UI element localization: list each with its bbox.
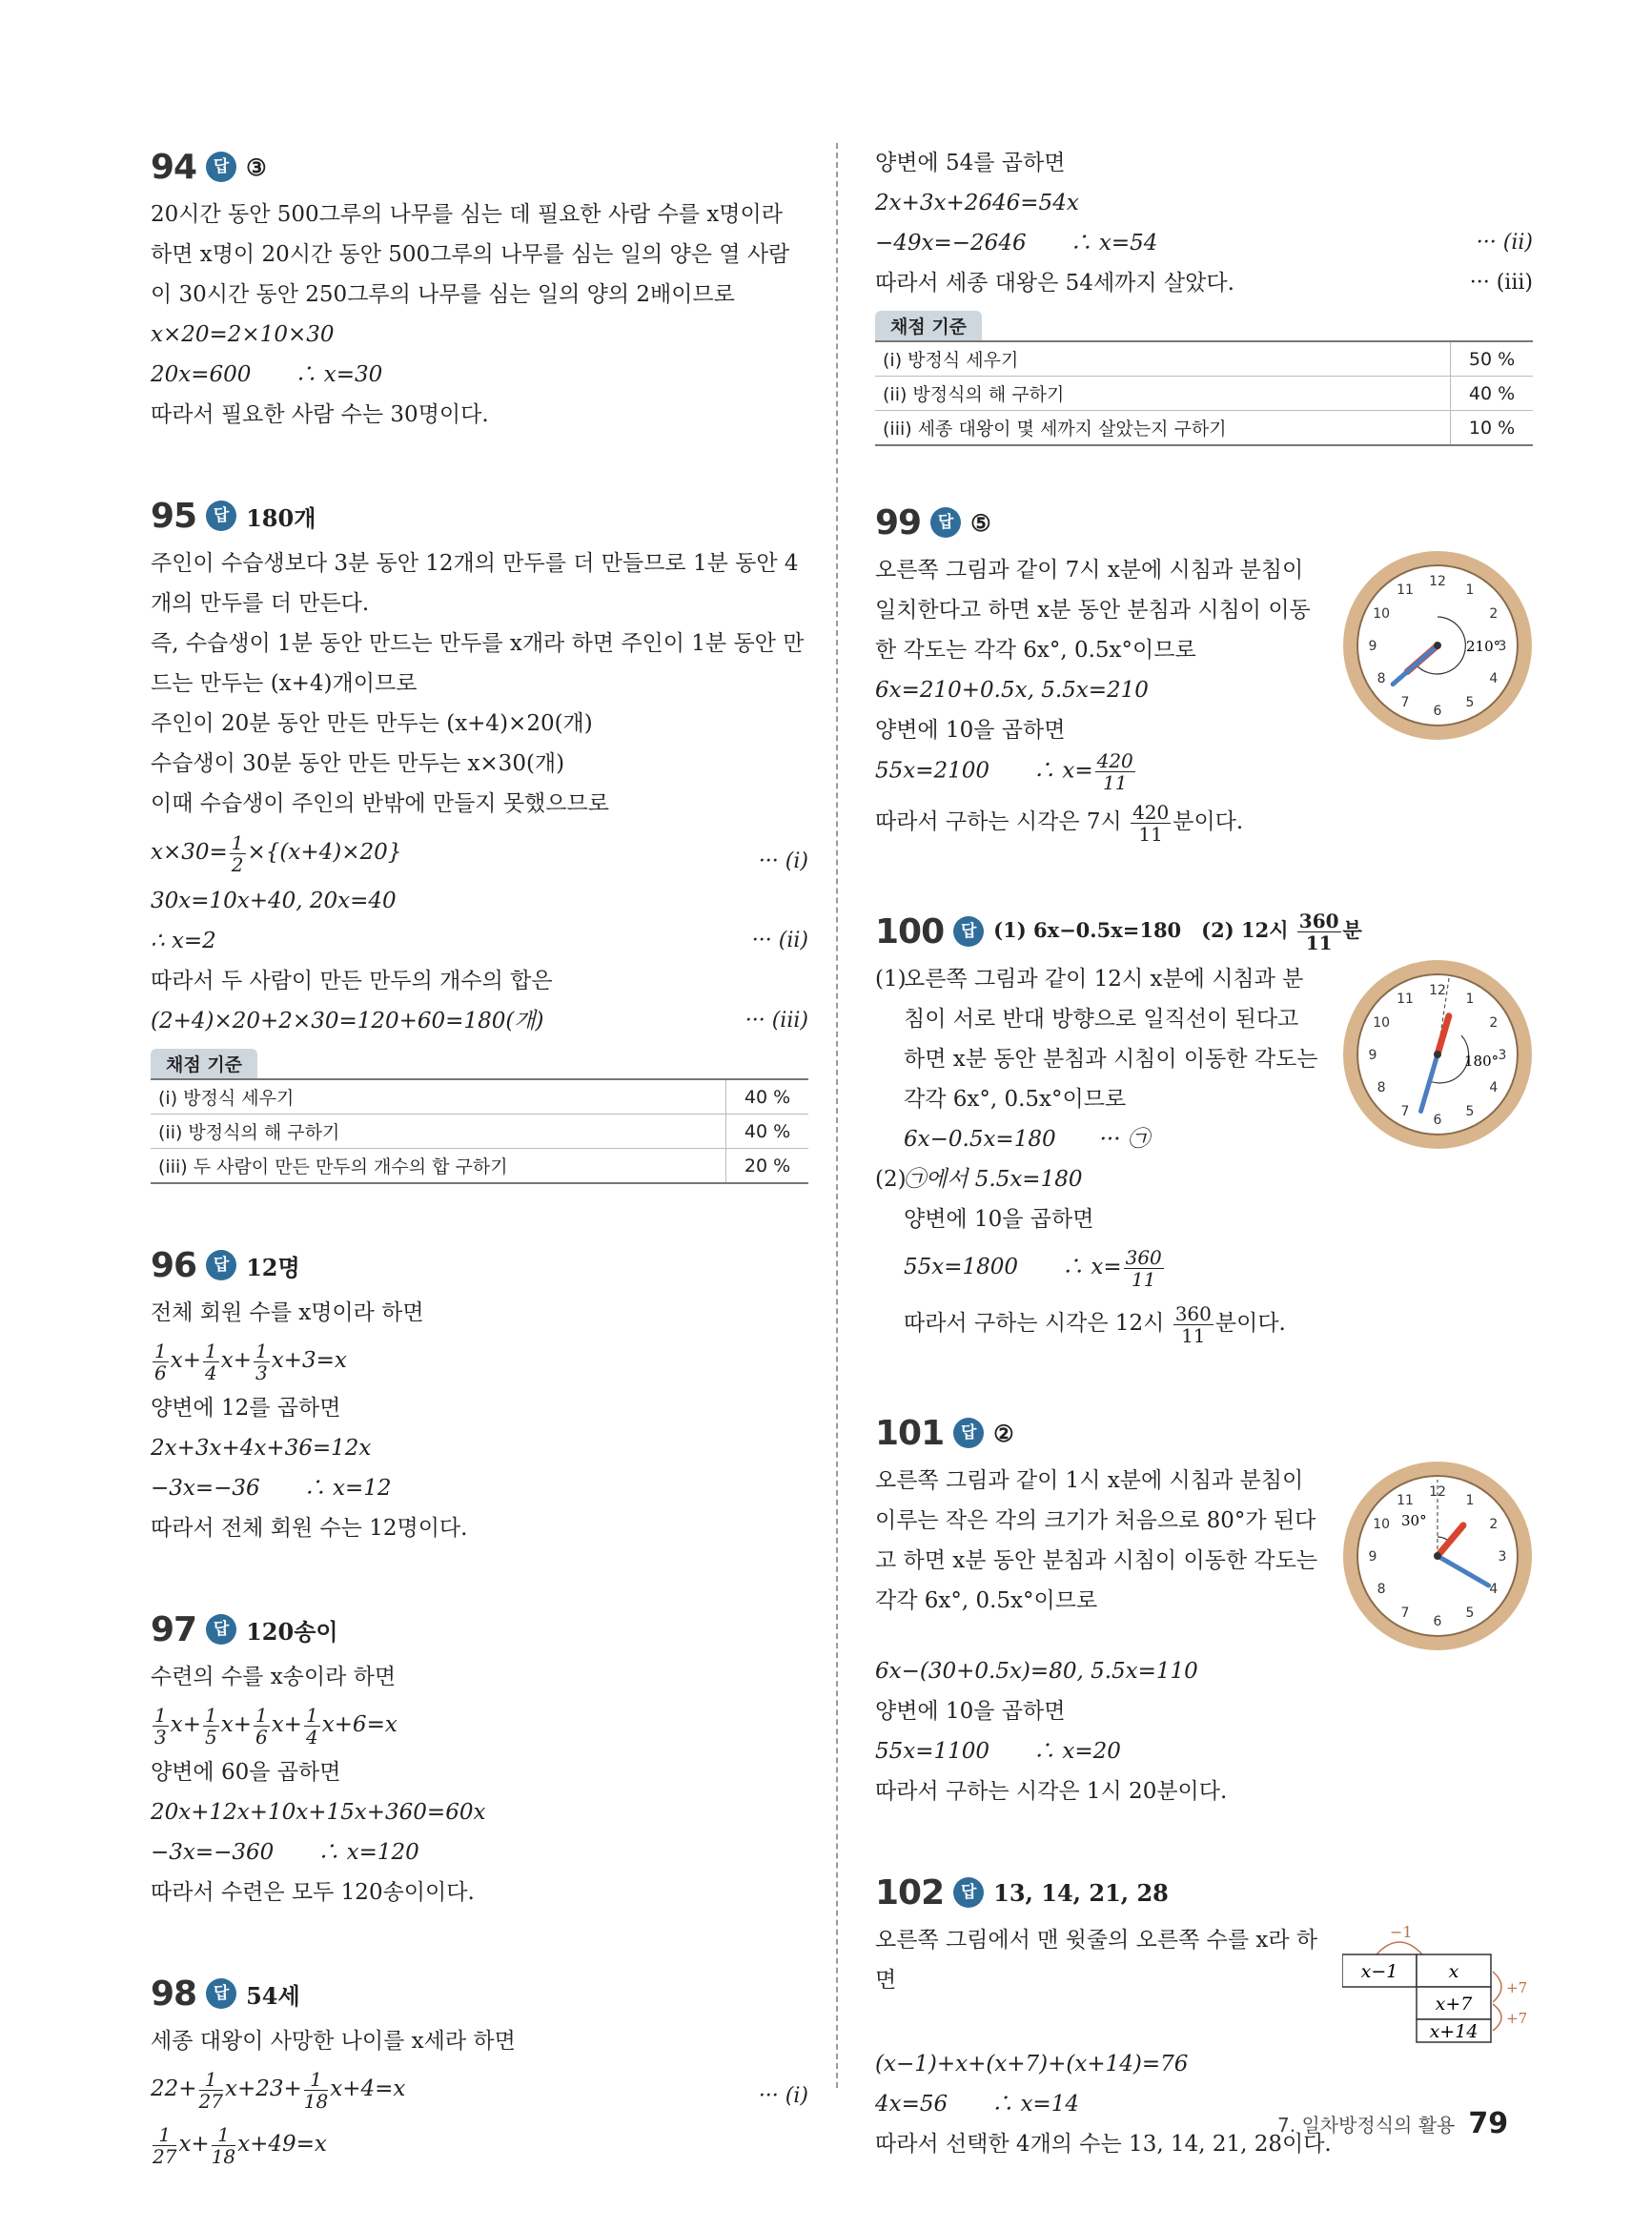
- solution-text: 오른쪽 그림과 같이 12시 x분에 시침과 분침이 서로 반대 방향으로 일직선이 된다고 하면 x분 동안 분침과 시침이 이동한 각도는 각각 6x°, 0.5x°이므로: [904, 967, 1318, 1112]
- clock-numeral: 2: [1489, 1517, 1499, 1532]
- clock-numeral: 2: [1489, 1015, 1499, 1031]
- solution-text: 양변에 60을 곱하면: [151, 1760, 341, 1785]
- sub-marker: (1): [875, 967, 907, 992]
- clock-numeral: 6: [1433, 1113, 1442, 1128]
- cell-value: x+7: [1435, 1994, 1473, 2015]
- problem-number: 102: [875, 1872, 945, 1913]
- arrow-label: +7: [1506, 2010, 1528, 2027]
- chapter-title: 7. 일차방정식의 활용: [1277, 2114, 1456, 2137]
- answer: 12명: [246, 1253, 300, 1281]
- clock-numeral: 3: [1498, 639, 1507, 654]
- clock-numeral: 11: [1397, 583, 1414, 599]
- cell-value: x−1: [1360, 1961, 1398, 1982]
- problem-98: [151, 1970, 808, 2172]
- clock-numeral: 4: [1489, 1582, 1499, 1597]
- grading-label: 채점 기준: [875, 311, 982, 340]
- equation: −3x=−360 ∴ x=120: [151, 1840, 419, 1865]
- clock-numeral: 7: [1400, 1605, 1410, 1621]
- clock-numeral: 4: [1489, 1080, 1499, 1095]
- arrow: [1493, 2004, 1501, 2031]
- answer-badge: 답: [206, 1978, 236, 2009]
- conclusion: 따라서 선택한 4개의 수는 13, 14, 21, 28이다.: [875, 2132, 1332, 2157]
- conclusion: 따라서 전체 회원 수는 12명이다.: [151, 1516, 468, 1541]
- clock-numeral: 9: [1368, 639, 1377, 654]
- solution-text: 양변에 10을 곱하면: [875, 1699, 1066, 1724]
- cell-value: x+14: [1429, 2021, 1479, 2042]
- solution-text: 주인이 수습생보다 3분 동안 12개의 만두를 더 만들므로 1분 동안 4개의 만두를 더 만든다.: [151, 551, 799, 616]
- page-footer: [1277, 2107, 1508, 2140]
- clock-numeral: 8: [1377, 1582, 1386, 1597]
- right-column: [875, 143, 1533, 2221]
- clock-numeral: 7: [1400, 1103, 1410, 1119]
- table-row: (i) 방정식 세우기 40 %: [151, 1079, 808, 1115]
- step-tag: ··· (i): [758, 849, 808, 873]
- clock-numeral: 1: [1465, 583, 1475, 599]
- clock-center: [1434, 1051, 1441, 1058]
- equation: (2+4)×20+2×30=120+60=180(개) ··· (iii): [151, 1001, 808, 1041]
- answer-badge: 답: [953, 1418, 984, 1448]
- equation: $\frac{1}{27}$ x+ $\frac{1}{18}$ x+49=x: [153, 2122, 327, 2168]
- solution-text: 오른쪽 그림과 같이 7시 x분에 시침과 분침이 일치한다고 하면 x분 동안 분침과 시침이 이동한 각도는 각각 6x°, 0.5x°이므로: [875, 558, 1311, 663]
- clock-numeral: 10: [1373, 606, 1391, 622]
- problem-97: [151, 1606, 808, 1913]
- equation: 22+ $\frac{1}{27}$ x+23+ $\frac{1}{18}$ x+4=x ··· (i): [151, 2061, 808, 2117]
- answer: (1) 6x−0.5x=180 (2) 12시 $\frac{360}{11}$ 분: [993, 909, 1362, 954]
- sub-marker: (2): [875, 1167, 907, 1192]
- clock-numeral: 4: [1489, 671, 1499, 686]
- grading-criteria: [151, 1049, 808, 1184]
- conclusion: 따라서 구하는 시각은 7시 $\frac{420}{11}$ 분이다.: [875, 800, 1244, 846]
- left-column: [151, 143, 808, 2229]
- equation: −3x=−36 ∴ x=12: [151, 1476, 392, 1501]
- clock-numeral: 7: [1400, 694, 1410, 710]
- clock-numeral: 9: [1368, 1549, 1377, 1565]
- clock-numeral: 12: [1429, 574, 1446, 589]
- table-row: (iii) 두 사람이 만든 만두의 개수의 합 구하기 20 %: [151, 1149, 808, 1184]
- clock-figure-12: [1342, 959, 1533, 1150]
- answer: ②: [993, 1419, 1014, 1447]
- solution-text: 오른쪽 그림에서 맨 윗줄의 오른쪽 수를 x라 하면: [875, 1928, 1318, 1993]
- table-row: (iii) 세종 대왕이 몇 세까지 살았는지 구하기 10 %: [875, 411, 1533, 446]
- clock-numeral: 10: [1373, 1517, 1391, 1532]
- equation: 55x=1100 ∴ x=20: [875, 1739, 1121, 1764]
- answer: 54세: [246, 1981, 300, 2010]
- equation: 4x=56 ∴ x=14: [875, 2092, 1079, 2117]
- solution-text: 양변에 12를 곱하면: [151, 1396, 341, 1421]
- table-row: (i) 방정식 세우기 50 %: [875, 341, 1533, 377]
- column-divider: [836, 143, 838, 2088]
- answer-badge: 답: [930, 507, 961, 538]
- table-row: (ii) 방정식의 해 구하기 40 %: [875, 377, 1533, 411]
- equation: 2x+3x+4x+36=12x: [151, 1436, 372, 1461]
- equation: 20x=600 ∴ x=30: [151, 362, 383, 387]
- solution-text: 20시간 동안 500그루의 나무를 심는 데 필요한 사람 수를 x명이라 하면 x명이 20시간 동안 500그루의 나무를 심는 일의 양은 열 사람이 30시간 동안 250그루의 나무를 심는 일의 양의 2배이므로: [151, 202, 790, 307]
- grading-criteria: [875, 311, 1533, 446]
- problem-99: [875, 499, 1533, 850]
- calendar-grid-figure: [1342, 1920, 1533, 2044]
- solution-text: 따라서 두 사람이 만든 만두의 개수의 합은: [151, 969, 553, 993]
- clock-numeral: 12: [1429, 1484, 1446, 1500]
- solution-text: 오른쪽 그림과 같이 1시 x분에 시침과 분침이 이루는 작은 각의 크기가 처음으로 80°가 된다고 하면 x분 동안 분침과 시침이 이동한 각도는 각각 6x°, 0.5x°이므로: [875, 1468, 1318, 1613]
- answer-badge: 답: [953, 916, 984, 947]
- solution-text: 세종 대왕이 사망한 나이를 x세라 하면: [151, 2029, 516, 2054]
- page-number: 79: [1468, 2107, 1509, 2140]
- step-tag: ··· (ii): [751, 929, 808, 952]
- equation: 55x=1800 ∴ x= $\frac{360}{11}$: [904, 1245, 1162, 1291]
- equation: 2x+3x+2646=54x: [875, 191, 1079, 215]
- conclusion: 따라서 구하는 시각은 1시 20분이다.: [875, 1779, 1228, 1804]
- solution-text: 양변에 10을 곱하면: [904, 1207, 1094, 1232]
- solution-text: 양변에 10을 곱하면: [875, 718, 1066, 743]
- solution-text: 수련의 수를 x송이라 하면: [151, 1665, 397, 1689]
- equation: 20x+12x+10x+15x+360=60x: [151, 1800, 486, 1825]
- step-tag: ··· (i): [758, 2084, 808, 2108]
- answer-badge: 답: [206, 501, 236, 531]
- answer: ③: [246, 153, 267, 181]
- arrow: [1377, 1942, 1422, 1954]
- clock-numeral: 9: [1368, 1048, 1377, 1063]
- equation: $\frac{1}{3}$ x+ $\frac{1}{5}$ x+ $\frac{1}{6}$ x+ $\frac{1}{4}$ x+6=x: [154, 1703, 398, 1749]
- problem-number: 100: [875, 911, 945, 951]
- solution-text: 전체 회원 수를 x명이라 하면: [151, 1300, 424, 1325]
- arrow-label: −1: [1390, 1923, 1413, 1941]
- clock-numeral: 8: [1377, 1080, 1386, 1095]
- solution-text: 주인이 20분 동안 만든 만두는 (x+4)×20(개): [151, 711, 593, 736]
- clock-numeral: 11: [1397, 1493, 1414, 1509]
- clock-numeral: 1: [1465, 992, 1475, 1008]
- equation: −49x=−2646 ∴ x=54 ··· (ii): [875, 223, 1533, 263]
- conclusion: 따라서 수련은 모두 120송이이다.: [151, 1880, 475, 1905]
- clock-numeral: 3: [1498, 1549, 1507, 1565]
- clock-numeral: 5: [1465, 1605, 1475, 1621]
- problem-98-continued: [875, 143, 1533, 446]
- clock-numeral: 3: [1498, 1048, 1507, 1063]
- grading-label: 채점 기준: [151, 1049, 257, 1078]
- solution-text: 이때 수습생이 주인의 반밖에 만들지 못했으므로: [151, 791, 609, 816]
- equation: (x−1)+x+(x+7)+(x+14)=76: [875, 2052, 1189, 2077]
- problem-95: [151, 492, 808, 1184]
- equation: 6x−(30+0.5x)=80, 5.5x=110: [875, 1659, 1198, 1684]
- arrow-label: +7: [1506, 1979, 1528, 1996]
- clock-numeral: 5: [1465, 1103, 1475, 1119]
- problem-number: 101: [875, 1413, 945, 1453]
- grading-table: [151, 1078, 808, 1184]
- clock-numeral: 5: [1465, 694, 1475, 710]
- clock-figure-1: [1342, 1461, 1533, 1651]
- equation: ∴ x=2 ··· (ii): [151, 921, 808, 961]
- clock-numeral: 12: [1429, 983, 1446, 998]
- answer-badge: 답: [953, 1877, 984, 1908]
- answer-badge: 답: [206, 1250, 236, 1280]
- answer-badge: 답: [206, 152, 236, 182]
- problem-96: [151, 1241, 808, 1548]
- problem-number: 96: [151, 1245, 197, 1285]
- cell-value: x: [1448, 1961, 1459, 1982]
- problem-number: 99: [875, 502, 922, 542]
- step-tag: ··· (ii): [1476, 231, 1533, 255]
- solution-text: 즉, 수습생이 1분 동안 만드는 만두를 x개라 하면 주인이 1분 동안 만드는 만두는 (x+4)개이므로: [151, 631, 805, 696]
- angle-label: 30°: [1401, 1512, 1427, 1529]
- clock-center: [1434, 642, 1441, 649]
- answer: 180개: [246, 503, 316, 532]
- equation: 6x−0.5x=180 ··· ㉠: [904, 1127, 1150, 1152]
- step-tag: ··· (iii): [1469, 271, 1533, 295]
- arrow: [1493, 1972, 1501, 2002]
- clock-figure-7: [1342, 550, 1533, 741]
- clock-numeral: 11: [1397, 992, 1414, 1008]
- clock-numeral: 10: [1373, 1015, 1391, 1031]
- equation: $\frac{1}{6}$ x+ $\frac{1}{4}$ x+ $\frac{1}{3}$ x+3=x: [154, 1339, 347, 1384]
- problem-number: 98: [151, 1974, 197, 2014]
- equation: x×20=2×10×30: [151, 322, 335, 347]
- problem-100: [875, 908, 1533, 1352]
- grading-table: [875, 340, 1533, 446]
- clock-center: [1434, 1552, 1441, 1560]
- problem-number: 95: [151, 496, 197, 536]
- solution-text: 양변에 54를 곱하면: [875, 151, 1066, 175]
- angle-label: 180°: [1464, 1053, 1499, 1070]
- problem-101: [875, 1409, 1533, 1811]
- clock-numeral: 2: [1489, 606, 1499, 622]
- problem-number: 94: [151, 147, 197, 187]
- solution-text: 수습생이 30분 동안 만든 만두는 x×30(개): [151, 751, 565, 776]
- answer-badge: 답: [206, 1614, 236, 1645]
- clock-numeral: 6: [1433, 1614, 1442, 1629]
- clock-numeral: 1: [1465, 1493, 1475, 1509]
- table-row: (ii) 방정식의 해 구하기 40 %: [151, 1115, 808, 1149]
- answer: 120송이: [246, 1617, 338, 1646]
- step-tag: ··· (iii): [744, 1009, 808, 1033]
- conclusion: 따라서 필요한 사람 수는 30명이다.: [151, 402, 489, 427]
- answer: ⑤: [970, 508, 991, 537]
- clock-numeral: 8: [1377, 671, 1386, 686]
- conclusion: 따라서 구하는 시각은 12시 $\frac{360}{11}$ 분이다.: [904, 1301, 1286, 1347]
- problem-number: 97: [151, 1609, 197, 1649]
- problem-94: [151, 143, 808, 435]
- answer: 13, 14, 21, 28: [993, 1878, 1169, 1907]
- angle-label: 210°: [1466, 638, 1501, 655]
- equation: 30x=10x+40, 20x=40: [151, 889, 397, 913]
- equation: 55x=2100 ∴ x= $\frac{420}{11}$: [875, 749, 1133, 794]
- equation: x×30= $\frac{1}{2}$ ×{(x+4)×20} ··· (i): [151, 824, 808, 881]
- clock-numeral: 6: [1433, 704, 1442, 719]
- equation: ㉠에서 5.5x=180: [904, 1167, 1083, 1192]
- equation: 6x=210+0.5x, 5.5x=210: [875, 678, 1149, 703]
- conclusion: 따라서 세종 대왕은 54세까지 살았다. ··· (iii): [875, 263, 1533, 303]
